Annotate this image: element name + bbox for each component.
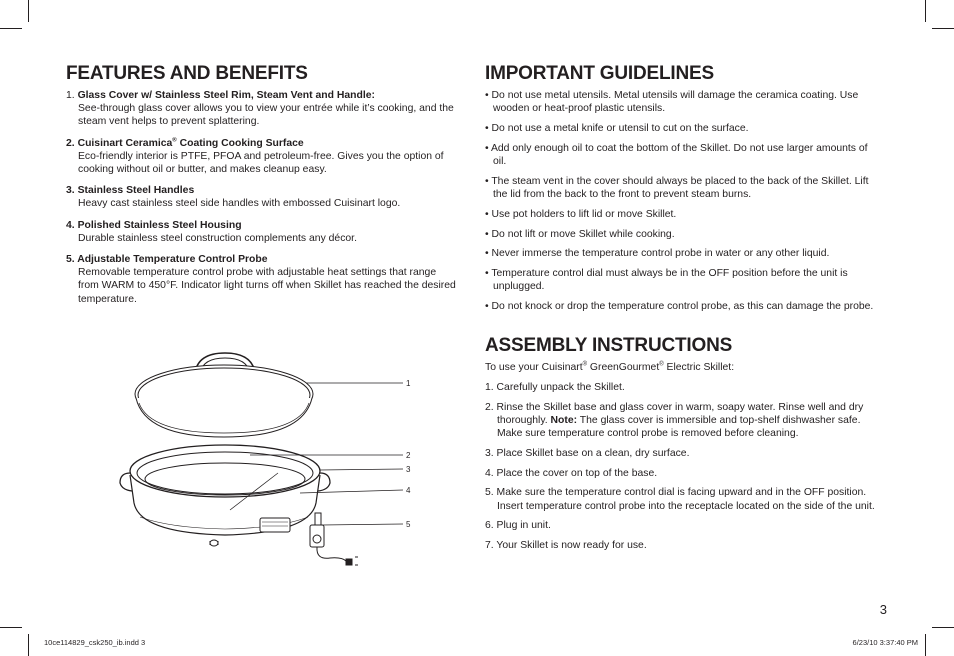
feature-title: Glass Cover w/ Stainless Steel Rim, Steam Vent and Handle: (77, 90, 375, 101)
feature-number: 3. (66, 185, 75, 197)
guideline-item: • Do not use a metal knife or utensil to cut on the surface. (485, 123, 749, 134)
glass-cover-illustration (135, 353, 313, 437)
callout-number: 4 (406, 486, 411, 495)
feature-number: 4. (66, 219, 75, 231)
intro-text: To use your Cuisinart (485, 362, 583, 373)
skillet-base-illustration (120, 445, 358, 565)
guideline-item: • Do not use metal utensils. Metal utensils will damage the ceramica coating. Use wooden or heat-proof plastic utensils. (485, 90, 859, 115)
assembly-intro (485, 361, 885, 374)
crop-mark (28, 634, 29, 656)
crop-mark (932, 627, 954, 628)
feature-description: See-through glass cover allows you to view your entrée while it’s cooking, and the steam vent helps to prevent splattering. (78, 103, 454, 128)
intro-text: Electric Skillet: (663, 362, 735, 373)
features-list (66, 89, 458, 314)
feature-number: 2. (66, 137, 75, 149)
feature-item-5 (66, 253, 458, 306)
assembly-step: 5. Make sure the temperature control dial is facing upward and in the OFF position. Insert temperature control probe into the receptacle located on the side of the unit. (485, 487, 875, 512)
callout-number: 1 (406, 379, 411, 388)
page-number: 3 (879, 602, 887, 617)
assembly-step: 4. Place the cover on top of the base. (485, 467, 658, 479)
feature-title: Stainless Steel Handles (77, 185, 195, 197)
guideline-item: • Do not lift or move Skillet while cooking. (485, 228, 675, 240)
crop-mark (925, 634, 926, 656)
guideline-item: • Add only enough oil to coat the bottom of the Skillet. Do not use larger amounts of oil. (485, 142, 868, 167)
guideline-item: • The steam vent in the cover should always be placed to the back of the Skillet. Lift the lid from the back to the front to prevent steam burns. (485, 175, 869, 200)
feature-title: Adjustable Temperature Control Probe (77, 254, 268, 266)
guideline-item: • Do not knock or drop the temperature control probe, as this can damage the probe. (485, 301, 874, 313)
assembly-step: 7. Your Skillet is now ready for use. (485, 540, 647, 552)
feature-title: Cuisinart Ceramica (77, 137, 173, 149)
feature-description: Eco-friendly interior is PTFE, PFOA and petroleum-free. Gives you the option of cooking without oil or butter, and makes cleanup easy. (78, 150, 444, 176)
feature-title-rest: Coating Cooking Surface (176, 137, 304, 149)
registered-mark: ® (582, 361, 588, 368)
guideline-item: • Temperature control dial must always be in the OFF position before the unit is unplugged. (485, 268, 848, 293)
crop-mark (28, 0, 29, 22)
step-text: 2. Rinse the Skillet base and glass cover in warm, soapy water. Rinse well and dry thoroughly. (485, 401, 864, 426)
feature-number: 1. (66, 90, 75, 101)
feature-description: Heavy cast stainless steel side handles with embossed Cuisinart logo. (78, 198, 401, 210)
timestamp-slug: 6/23/10 3:37:40 PM (852, 638, 918, 647)
guideline-item: • Use pot holders to lift lid or move Skillet. (485, 208, 677, 220)
registered-mark: ® (659, 361, 664, 368)
note-label: Note: (550, 414, 578, 426)
feature-number: 5. (66, 254, 75, 266)
crop-mark (932, 28, 954, 29)
crop-mark (0, 28, 22, 29)
assembly-step: 1. Carefully unpack the Skillet. (485, 381, 625, 393)
crop-mark (0, 627, 22, 628)
guidelines-list (485, 89, 880, 320)
feature-description: Removable temperature control probe with adjustable heat settings that range from WARM to 450°F. Indicator light turns off when Skillet has reached the desired temperature. (78, 267, 456, 305)
assembly-title: ASSEMBLY INSTRUCTIONS (485, 335, 733, 356)
features-title: FEATURES AND BENEFITS (66, 63, 308, 84)
assembly-step: 6. Plug in unit. (485, 520, 551, 532)
feature-description: Durable stainless steel construction complements any décor. (78, 232, 357, 244)
callout-number: 5 (406, 520, 411, 529)
skillet-diagram (110, 345, 420, 575)
feature-title: Polished Stainless Steel Housing (77, 219, 242, 231)
feature-item-4 (66, 219, 458, 245)
feature-item-3 (66, 184, 458, 210)
note-text: The glass cover is immersible and top-shelf dishwasher safe. Make sure temperature control probe is removed before cleaning. (497, 414, 861, 439)
assembly-list (485, 361, 885, 559)
intro-text: GreenGourmet (587, 362, 660, 373)
assembly-step: 3. Place Skillet base on a clean, dry surface. (485, 447, 690, 459)
feature-item-1 (66, 89, 458, 129)
feature-item-2 (66, 137, 458, 177)
callout-number: 2 (406, 451, 411, 460)
crop-mark (925, 0, 926, 22)
registered-mark: ® (172, 137, 177, 144)
guideline-item: • Never immerse the temperature control probe in water or any other liquid. (485, 248, 830, 260)
guidelines-title: IMPORTANT GUIDELINES (485, 63, 714, 84)
file-slug: 10ce114829_csk250_ib.indd 3 (44, 638, 146, 647)
callout-number: 3 (406, 465, 411, 474)
assembly-step (485, 401, 885, 441)
